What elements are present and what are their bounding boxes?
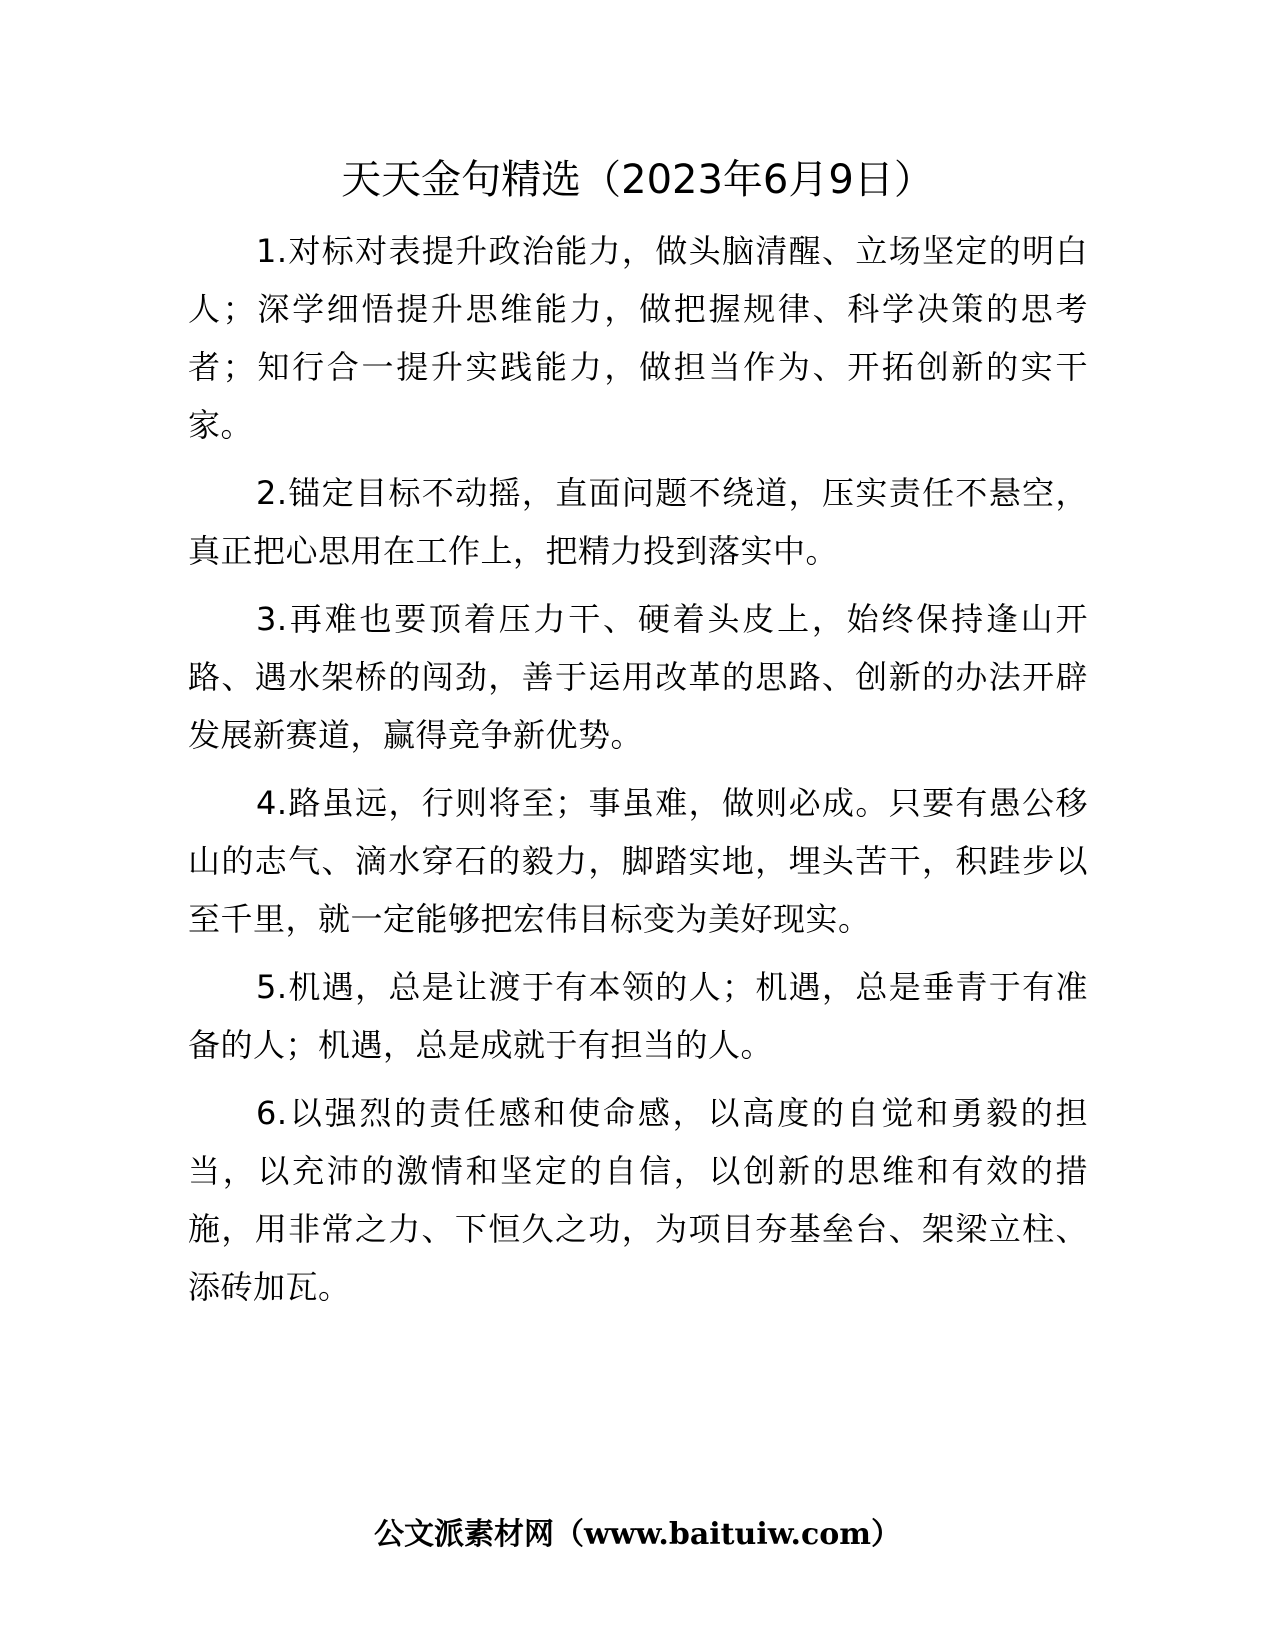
- paragraph-2: 2.锚定目标不动摇，直面问题不绕道，压实责任不悬空，真正把心思用在工作上，把精力投到落实中。: [188, 474, 1088, 570]
- document-body: [188, 222, 1088, 1326]
- paragraph-3: 3.再难也要顶着压力干、硬着头皮上，始终保持逢山开路、遇水架桥的闯劲，善于运用改革的思路、创新的办法开辟发展新赛道，赢得竞争新优势。: [188, 600, 1088, 754]
- footer-source: 公文派素材网（www.baituiw.com）: [373, 1517, 902, 1552]
- paragraph-4: 4.路虽远，行则将至；事虽难，做则必成。只要有愚公移山的志气、滴水穿石的毅力，脚踏实地，埋头苦干，积跬步以至千里，就一定能够把宏伟目标变为美好现实。: [188, 784, 1088, 938]
- paragraph-5: 5.机遇，总是让渡于有本领的人；机遇，总是垂青于有准备的人；机遇，总是成就于有担当的人。: [188, 968, 1088, 1064]
- document-title: 天天金句精选（2023年6月9日）: [341, 157, 934, 203]
- paragraph-6: 6.以强烈的责任感和使命感，以高度的自觉和勇毅的担当，以充沛的激情和坚定的自信，以创新的思维和有效的措施，用非常之力、下恒久之功，为项目夯基垒台、架梁立柱、添砖加瓦。: [188, 1094, 1088, 1306]
- paragraph-1: 1.对标对表提升政治能力，做头脑清醒、立场坚定的明白人；深学细悟提升思维能力，做把握规律、科学决策的思考者；知行合一提升实践能力，做担当作为、开拓创新的实干家。: [188, 232, 1088, 444]
